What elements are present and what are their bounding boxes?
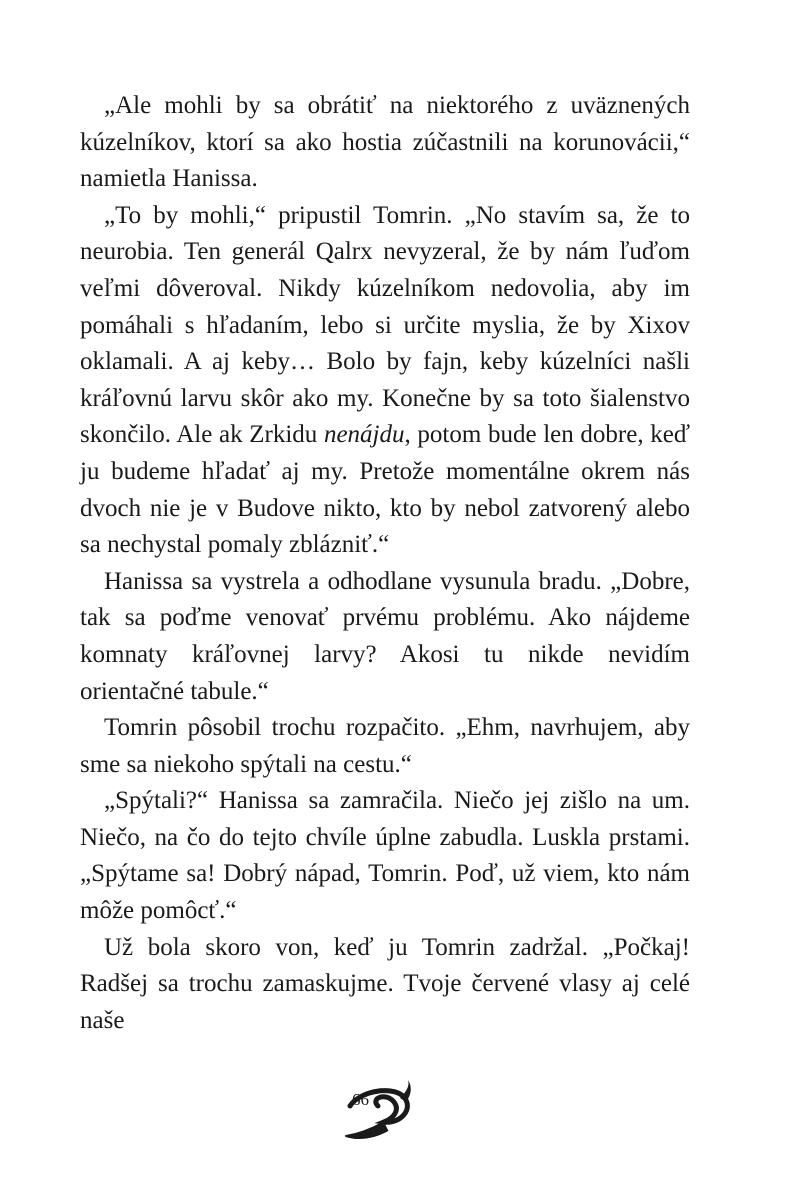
paragraph-6 bbox=[80, 930, 690, 1040]
paragraph-4-text: Tomrin pôsobil trochu rozpačito. „Ehm, navrhujem, aby sme sa niekoho spýtali na cestu.“ bbox=[80, 714, 690, 778]
paragraph-5-text: „Spýtali?“ Hanissa sa zamračila. Niečo jej zišlo na um. Niečo, na čo do tejto chvíle úplne zabudla. Luskla prstami. „Spýtame sa! Dobrý nápad, Tomrin. Poď, už viem, kto nám môže pomôcť.“ bbox=[80, 787, 690, 925]
paragraph-3-text: Hanissa sa vystrela a odhodlane vysunula bradu. „Dobre, tak sa poďme venovať prvému problému. Ako nájdeme komnaty kráľovnej larvy? Akosi tu nikde nevidím orientačné tabule.“ bbox=[80, 567, 690, 705]
paragraph-2-text-a: „To by mohli,“ pripustil Tomrin. „No stavím sa, že to neurobia. Ten generál Qalrx nevyzeral, že by nám ľuďom veľmi dôveroval. Nikdy kúzelníkom nedovolia, aby im pomáhali s hľadaním, lebo si určite myslia, že by Xixov oklamali. A aj keby… Bolo by fajn, keby kúzelníci našli kráľovnú larvu skôr ako my. Konečne by sa toto šialenstvo skončilo. Ale ak Zrkidu bbox=[80, 201, 690, 449]
page-number: 66 bbox=[352, 1090, 369, 1109]
paragraph-3 bbox=[80, 564, 690, 710]
paragraph-2-emphasis: nenájdu bbox=[323, 421, 405, 449]
swirl-ornament-icon bbox=[340, 1076, 420, 1146]
paragraph-5 bbox=[80, 783, 690, 929]
page-body-text bbox=[80, 88, 690, 1039]
paragraph-6-text: Už bola skoro von, keď ju Tomrin zadržal. „Počkaj! Radšej sa trochu zamaskujme. Tvoje červené vlasy aj celé naše bbox=[80, 933, 690, 1034]
paragraph-1-text: „Ale mohli by sa obrátiť na niektorého z uväznených kúzelníkov, ktorí sa ako hostia zúčastnili na korunovácii,“ namietla Hanissa. bbox=[80, 92, 690, 193]
paragraph-2-text-b: , potom bude len dobre, keď ju budeme hľadať aj my. Pretože momentálne okrem nás dvoch nie je v Budove nikto, kto by nebol zatvorený alebo sa nechystal pomaly zblázniť.“ bbox=[80, 421, 690, 559]
paragraph-2 bbox=[80, 198, 690, 564]
paragraph-4 bbox=[80, 710, 690, 783]
paragraph-1 bbox=[80, 88, 690, 198]
page-footer bbox=[340, 1076, 420, 1146]
